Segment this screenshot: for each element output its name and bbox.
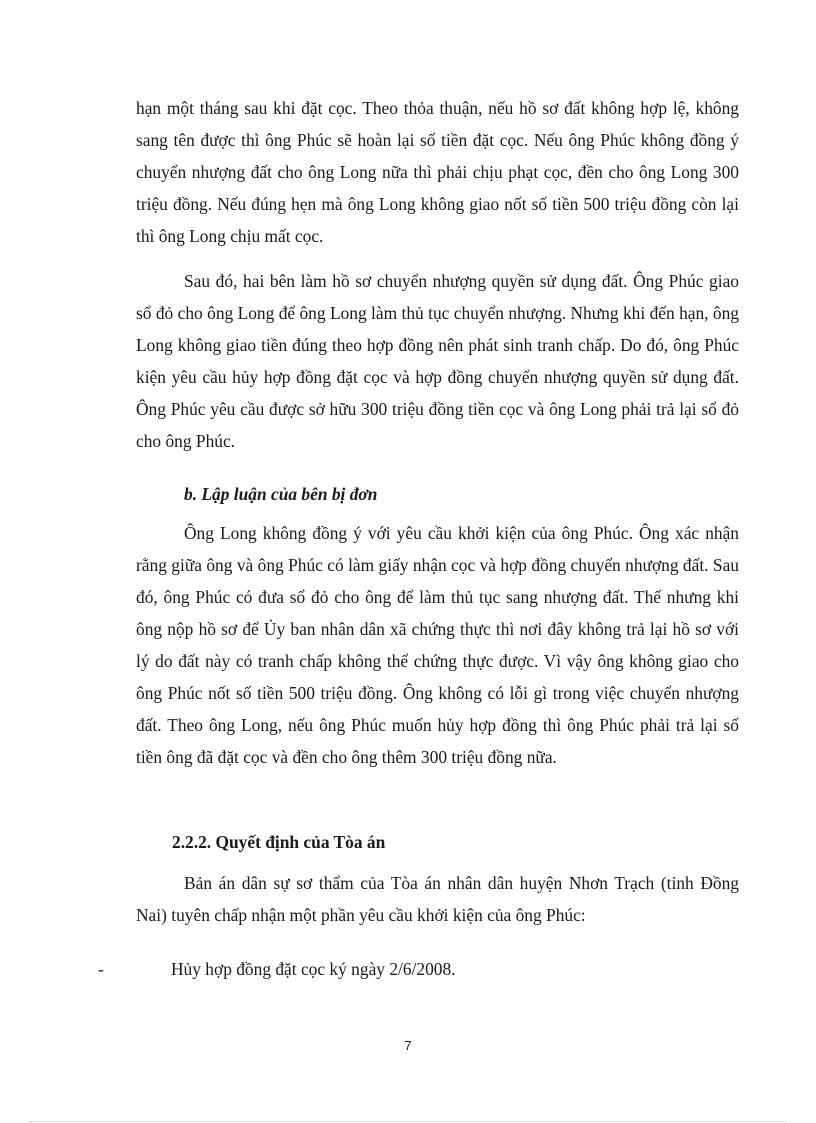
page-bottom-divider [30, 1121, 786, 1122]
paragraph-defendant-argument: Ông Long không đồng ý với yêu cầu khởi kiện của ông Phúc. Ông xác nhận rằng giữa ông và ông Phúc có làm giấy nhận cọc và hợp đồng chuyển nhượng đất. Sau đó, ông Phúc có đưa sổ đỏ cho ông để làm thủ tục sang nhượng đất. Thế nhưng khi ông nộp hồ sơ để Ủy ban nhân dân xã chứng thực thì nơi đây không trả lại hồ sơ với lý do đất này có tranh chấp không thể chứng thực được. Vì vậy ông không giao cho ông Phúc nốt số tiền 500 triệu đồng. Ông không có lỗi gì trong việc chuyển nhượng đất. Theo ông Long, nếu ông Phúc muốn hủy hợp đồng thì ông Phúc phải trả lại số tiền ông đã đặt cọc và đền cho ông thêm 300 triệu đồng nữa. [136, 523, 739, 767]
paragraph-court-decision: Bản án dân sự sơ thẩm của Tòa án nhân dân huyện Nhơn Trạch (tỉnh Đồng Nai) tuyên chấp nhận một phần yêu cầu khởi kiện của ông Phúc: [136, 873, 739, 925]
list-item-cancel-deposit: Hủy hợp đồng đặt cọc ký ngày 2/6/2008. [171, 959, 456, 979]
section-heading-court-decision: 2.2.2. Quyết định của Tòa án [172, 832, 386, 852]
list-bullet: - [98, 959, 104, 979]
paragraph-plaintiff-claim: Sau đó, hai bên làm hồ sơ chuyển nhượng quyền sử dụng đất. Ông Phúc giao sổ đỏ cho ông Long để ông Long làm thủ tục chuyển nhượng. Nhưng khi đến hạn, ông Long không giao tiền đúng theo hợp đồng nên phát sinh tranh chấp. Do đó, ông Phúc kiện yêu cầu hủy hợp đồng đặt cọc và hợp đồng chuyển nhượng quyền sử dụng đất. Ông Phúc yêu cầu được sở hữu 300 triệu đồng tiền cọc và ông Long phải trả lại sổ đỏ cho ông Phúc. [136, 271, 739, 451]
section-heading-defendant-argument: b. Lập luận của bên bị đơn [184, 484, 378, 504]
paragraph-continuation: hạn một tháng sau khi đặt cọc. Theo thỏa thuận, nếu hồ sơ đất không hợp lệ, không sang tên được thì ông Phúc sẽ hoàn lại số tiền đặt cọc. Nếu ông Phúc không đồng ý chuyển nhượng đất cho ông Long nữa thì phải chịu phạt cọc, đền cho ông Long 300 triệu đồng. Nếu đúng hẹn mà ông Long không giao nốt số tiền 500 triệu đồng còn lại thì ông Long chịu mất cọc. [136, 98, 739, 246]
page-number: 7 [404, 1038, 412, 1053]
